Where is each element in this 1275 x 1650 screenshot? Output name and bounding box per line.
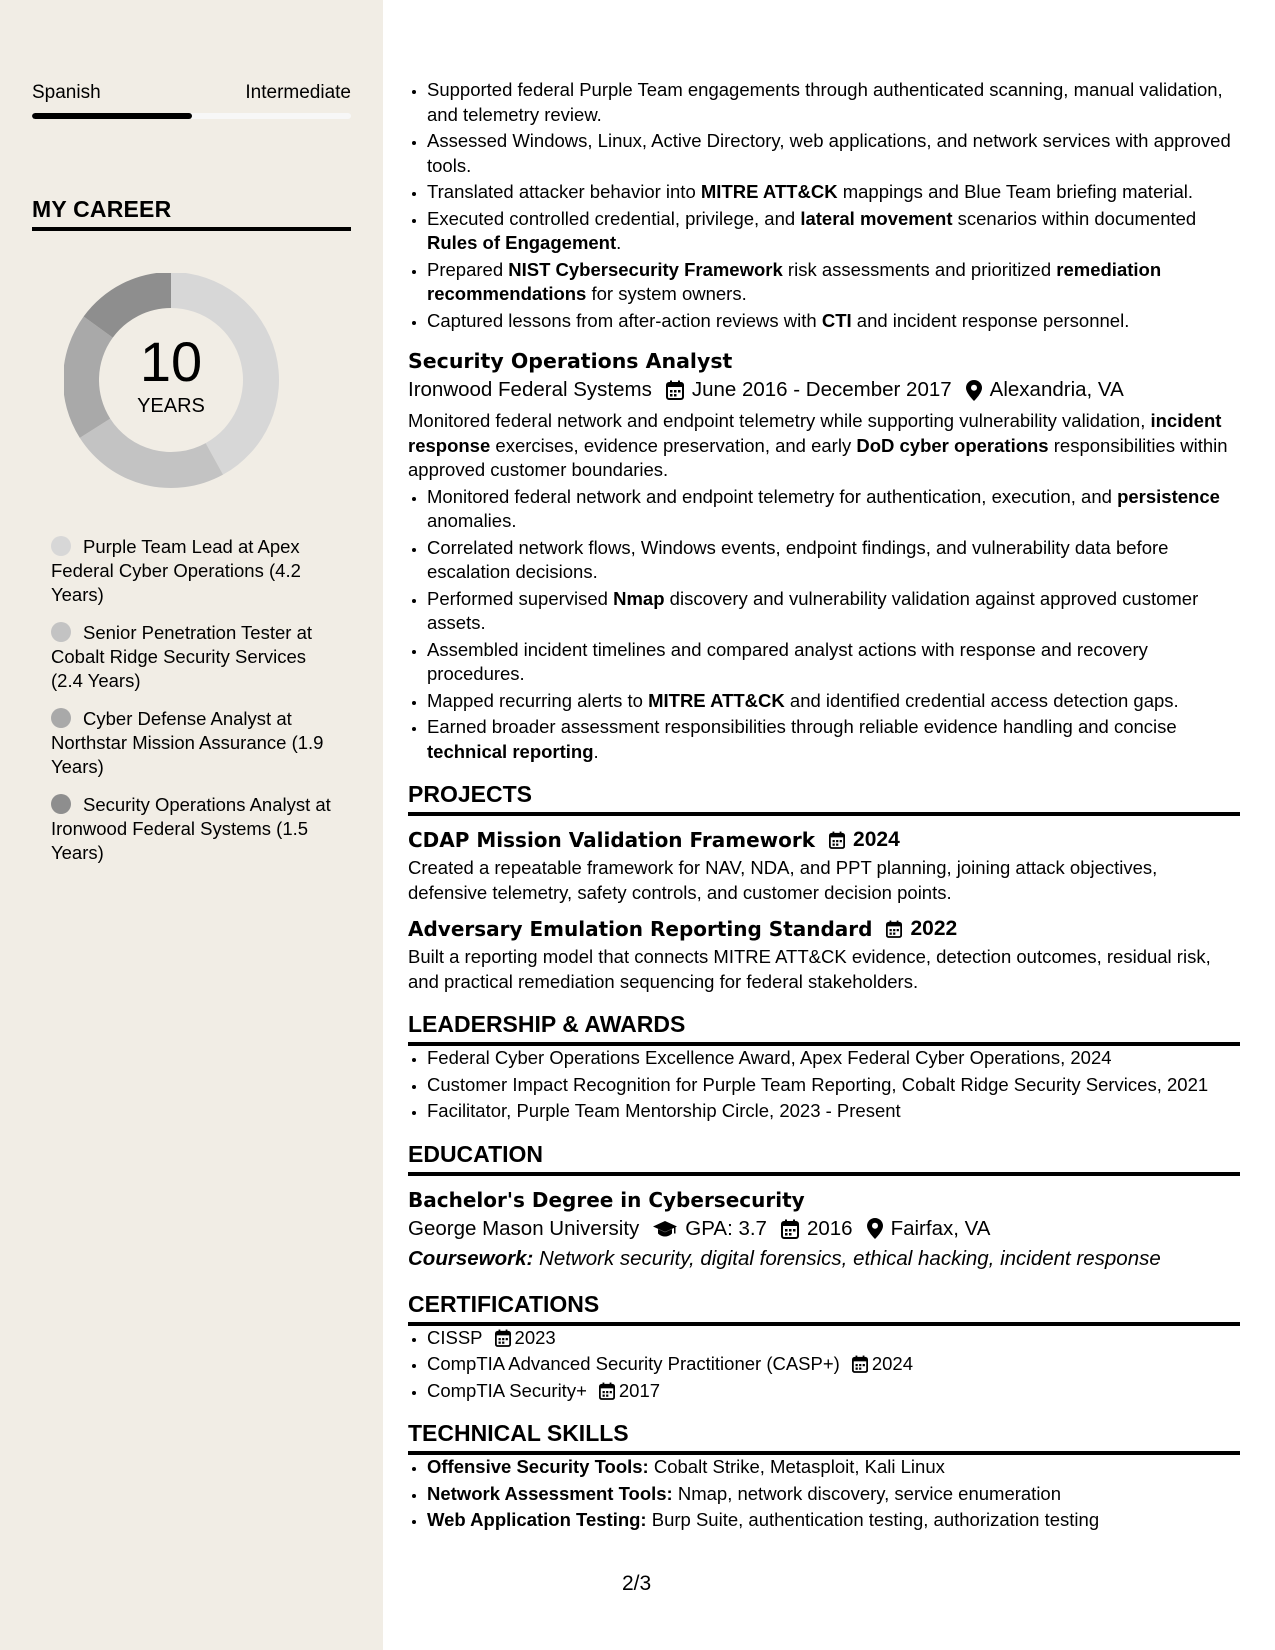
project-title [408, 915, 1240, 943]
job-bullet: • Mapped recurring alerts to MITRE ATT&CK and identified credential access detection gaps. [427, 689, 1240, 714]
map-pin-icon [867, 1218, 883, 1239]
language-name: Spanish [32, 82, 101, 103]
page-number: 2/3 [622, 1572, 652, 1595]
skill-label: Offensive Security Tools: [427, 1456, 649, 1477]
certification-year: 2017 [618, 1379, 661, 1401]
experience-bullet: • Translated attacker behavior into MITRE ATT&CK mappings and Blue Team briefing material. [427, 180, 1240, 205]
coursework-text: Network security, digital forensics, ethical hacking, incident response [539, 1246, 1161, 1270]
career-item [51, 793, 331, 865]
calendar-icon [886, 920, 902, 938]
years-label: YEARS [137, 395, 205, 417]
job-bullet: • Earned broader assessment responsibilities through reliable evidence handling and concise technical reporting. [427, 715, 1240, 764]
sidebar [0, 0, 383, 1650]
language-row [32, 82, 351, 104]
coursework [408, 1244, 1240, 1274]
skill-value: Cobalt Strike, Metasploit, Kali Linux [653, 1456, 945, 1477]
main-content [408, 78, 1240, 1535]
calendar-icon [599, 1382, 615, 1400]
job-title: Security Operations Analyst [408, 349, 733, 373]
career-item-label: Security Operations Analyst at Ironwood Federal Systems (1.5 Years) [51, 794, 331, 863]
language-level: Intermediate [245, 82, 351, 103]
skill-label: Web Application Testing: [427, 1509, 647, 1530]
job-meta [408, 375, 1240, 405]
experience-bullet: • Executed controlled credential, privilege, and lateral movement scenarios within documented Rules of Engagement. [427, 207, 1240, 256]
calendar-icon [852, 1355, 868, 1373]
career-section-title: MY CAREER [32, 196, 351, 231]
experience-bullet: • Prepared NIST Cybersecurity Framework risk assessments and prioritized remediation recommendations for system owners. [427, 258, 1240, 307]
job-bullet: • Performed supervised Nmap discovery and vulnerability validation against approved customer assets. [427, 587, 1240, 636]
school-location: Fairfax, VA [890, 1216, 991, 1240]
career-years-donut [64, 273, 294, 503]
leadership-item: • Customer Impact Recognition for Purple Team Reporting, Cobalt Ridge Security Services, 2021 [427, 1073, 1240, 1098]
skills-title: TECHNICAL SKILLS [408, 1419, 1240, 1455]
calendar-icon [829, 831, 845, 849]
projects-list [408, 826, 1240, 994]
calendar-icon [781, 1219, 799, 1239]
experience-bullet: • Assessed Windows, Linux, Active Directory, web applications, and network services with approved tools. [427, 129, 1240, 178]
certification-year: 2023 [514, 1326, 556, 1348]
career-legend [51, 535, 331, 879]
education-meta [408, 1214, 1240, 1244]
skill-item [427, 1508, 1240, 1533]
education-title: EDUCATION [408, 1140, 1240, 1176]
project-name: Adversary Emulation Reporting Standard [408, 917, 873, 941]
certification-name: • CompTIA Advanced Security Practitioner (CASP+) [427, 1353, 840, 1374]
certification-row [427, 1379, 660, 1404]
leadership-title: LEADERSHIP & AWARDS [408, 1010, 1240, 1046]
certification-name: • CISSP [427, 1326, 483, 1348]
project-year: 2022 [910, 917, 958, 940]
skill-value: Nmap, network discovery, service enumeration [677, 1482, 1062, 1504]
years-value: 10 [139, 330, 203, 393]
certification-row [427, 1326, 556, 1351]
certification-item [427, 1326, 1240, 1351]
projects-title: PROJECTS [408, 780, 1240, 816]
career-item [51, 535, 331, 607]
certification-item [427, 1379, 1240, 1404]
career-item-label: Senior Penetration Tester at Cobalt Ridge Security Services (2.4 Years) [51, 622, 312, 691]
experience-bullet: • Supported federal Purple Team engagements through authenticated scanning, manual validation, and telemetry review. [427, 78, 1240, 127]
leadership-item: • Federal Cyber Operations Excellence Award, Apex Federal Cyber Operations, 2024 [427, 1046, 1240, 1071]
skill-item [427, 1482, 1240, 1507]
skill-item [427, 1455, 1240, 1480]
donut-slice-3 [64, 317, 113, 438]
job-bullet: • Correlated network flows, Windows events, endpoint findings, and vulnerability data before escalation decisions. [427, 536, 1240, 585]
job-dates: June 2016 - December 2017 [691, 378, 952, 401]
calendar-icon [666, 380, 684, 400]
career-item [51, 707, 331, 779]
certification-item [427, 1352, 1240, 1377]
language-proficiency-bar [32, 113, 351, 119]
legend-dot [51, 622, 71, 642]
certification-year: 2024 [871, 1353, 913, 1374]
experience-bullets [408, 78, 1240, 333]
graduation-cap-icon [653, 1220, 677, 1238]
job-location: Alexandria, VA [989, 378, 1124, 401]
project-year: 2024 [853, 828, 900, 851]
certification-row [427, 1352, 913, 1377]
project-description: Created a repeatable framework for NAV, NDA, and PPT planning, joining attack objectives, defensive telemetry, safety controls, and customer decision points. [408, 857, 1158, 903]
calendar-icon [495, 1329, 511, 1347]
job-bullet: • Monitored federal network and endpoint telemetry for authentication, execution, and persistence anomalies. [427, 485, 1240, 534]
coursework-label: Coursework: [408, 1246, 534, 1270]
legend-dot [51, 794, 71, 814]
leadership-item: • Facilitator, Purple Team Mentorship Circle, 2023 - Present [427, 1099, 1240, 1124]
job-bullets [408, 485, 1240, 765]
map-pin-icon [966, 380, 982, 401]
job-description: Monitored federal network and endpoint telemetry while supporting vulnerability validation, incident response exercises, evidence preservation, and early DoD cyber operations responsibilities within approved customer boundaries. [408, 410, 1228, 480]
project-description: Built a reporting model that connects MITRE ATT&CK evidence, detection outcomes, residual risk, and practical remediation sequencing for federal stakeholders. [408, 946, 1211, 992]
certification-name: • CompTIA Security+ [427, 1379, 587, 1401]
career-item-label: Purple Team Lead at Apex Federal Cyber Operations (4.2 Years) [51, 536, 301, 605]
certifications-title: CERTIFICATIONS [408, 1290, 1240, 1326]
project-title [408, 826, 1240, 854]
leadership-list [408, 1046, 1240, 1124]
job-company: Ironwood Federal Systems [408, 378, 652, 401]
language-proficiency-fill [32, 113, 192, 119]
skills-list [408, 1455, 1240, 1533]
skill-value: Burp Suite, authentication testing, authorization testing [651, 1509, 1100, 1530]
job-bullet: • Assembled incident timelines and compared analyst actions with response and recovery procedures. [427, 638, 1240, 687]
gpa: GPA: 3.7 [685, 1216, 767, 1240]
school-name: George Mason University [408, 1216, 640, 1240]
graduation-year: 2016 [806, 1216, 853, 1240]
degree: Bachelor's Degree in Cybersecurity [408, 1187, 805, 1212]
legend-dot [51, 536, 71, 556]
certifications-list [408, 1326, 1240, 1404]
career-item-label: Cyber Defense Analyst at Northstar Mission Assurance (1.9 Years) [51, 708, 324, 777]
project-name: CDAP Mission Validation Framework [408, 828, 816, 852]
donut-slice-2 [80, 419, 223, 488]
legend-dot [51, 708, 71, 728]
career-item [51, 621, 331, 693]
experience-bullet: • Captured lessons from after-action reviews with CTI and incident response personnel. [427, 309, 1240, 334]
skill-label: Network Assessment Tools: [427, 1482, 673, 1504]
